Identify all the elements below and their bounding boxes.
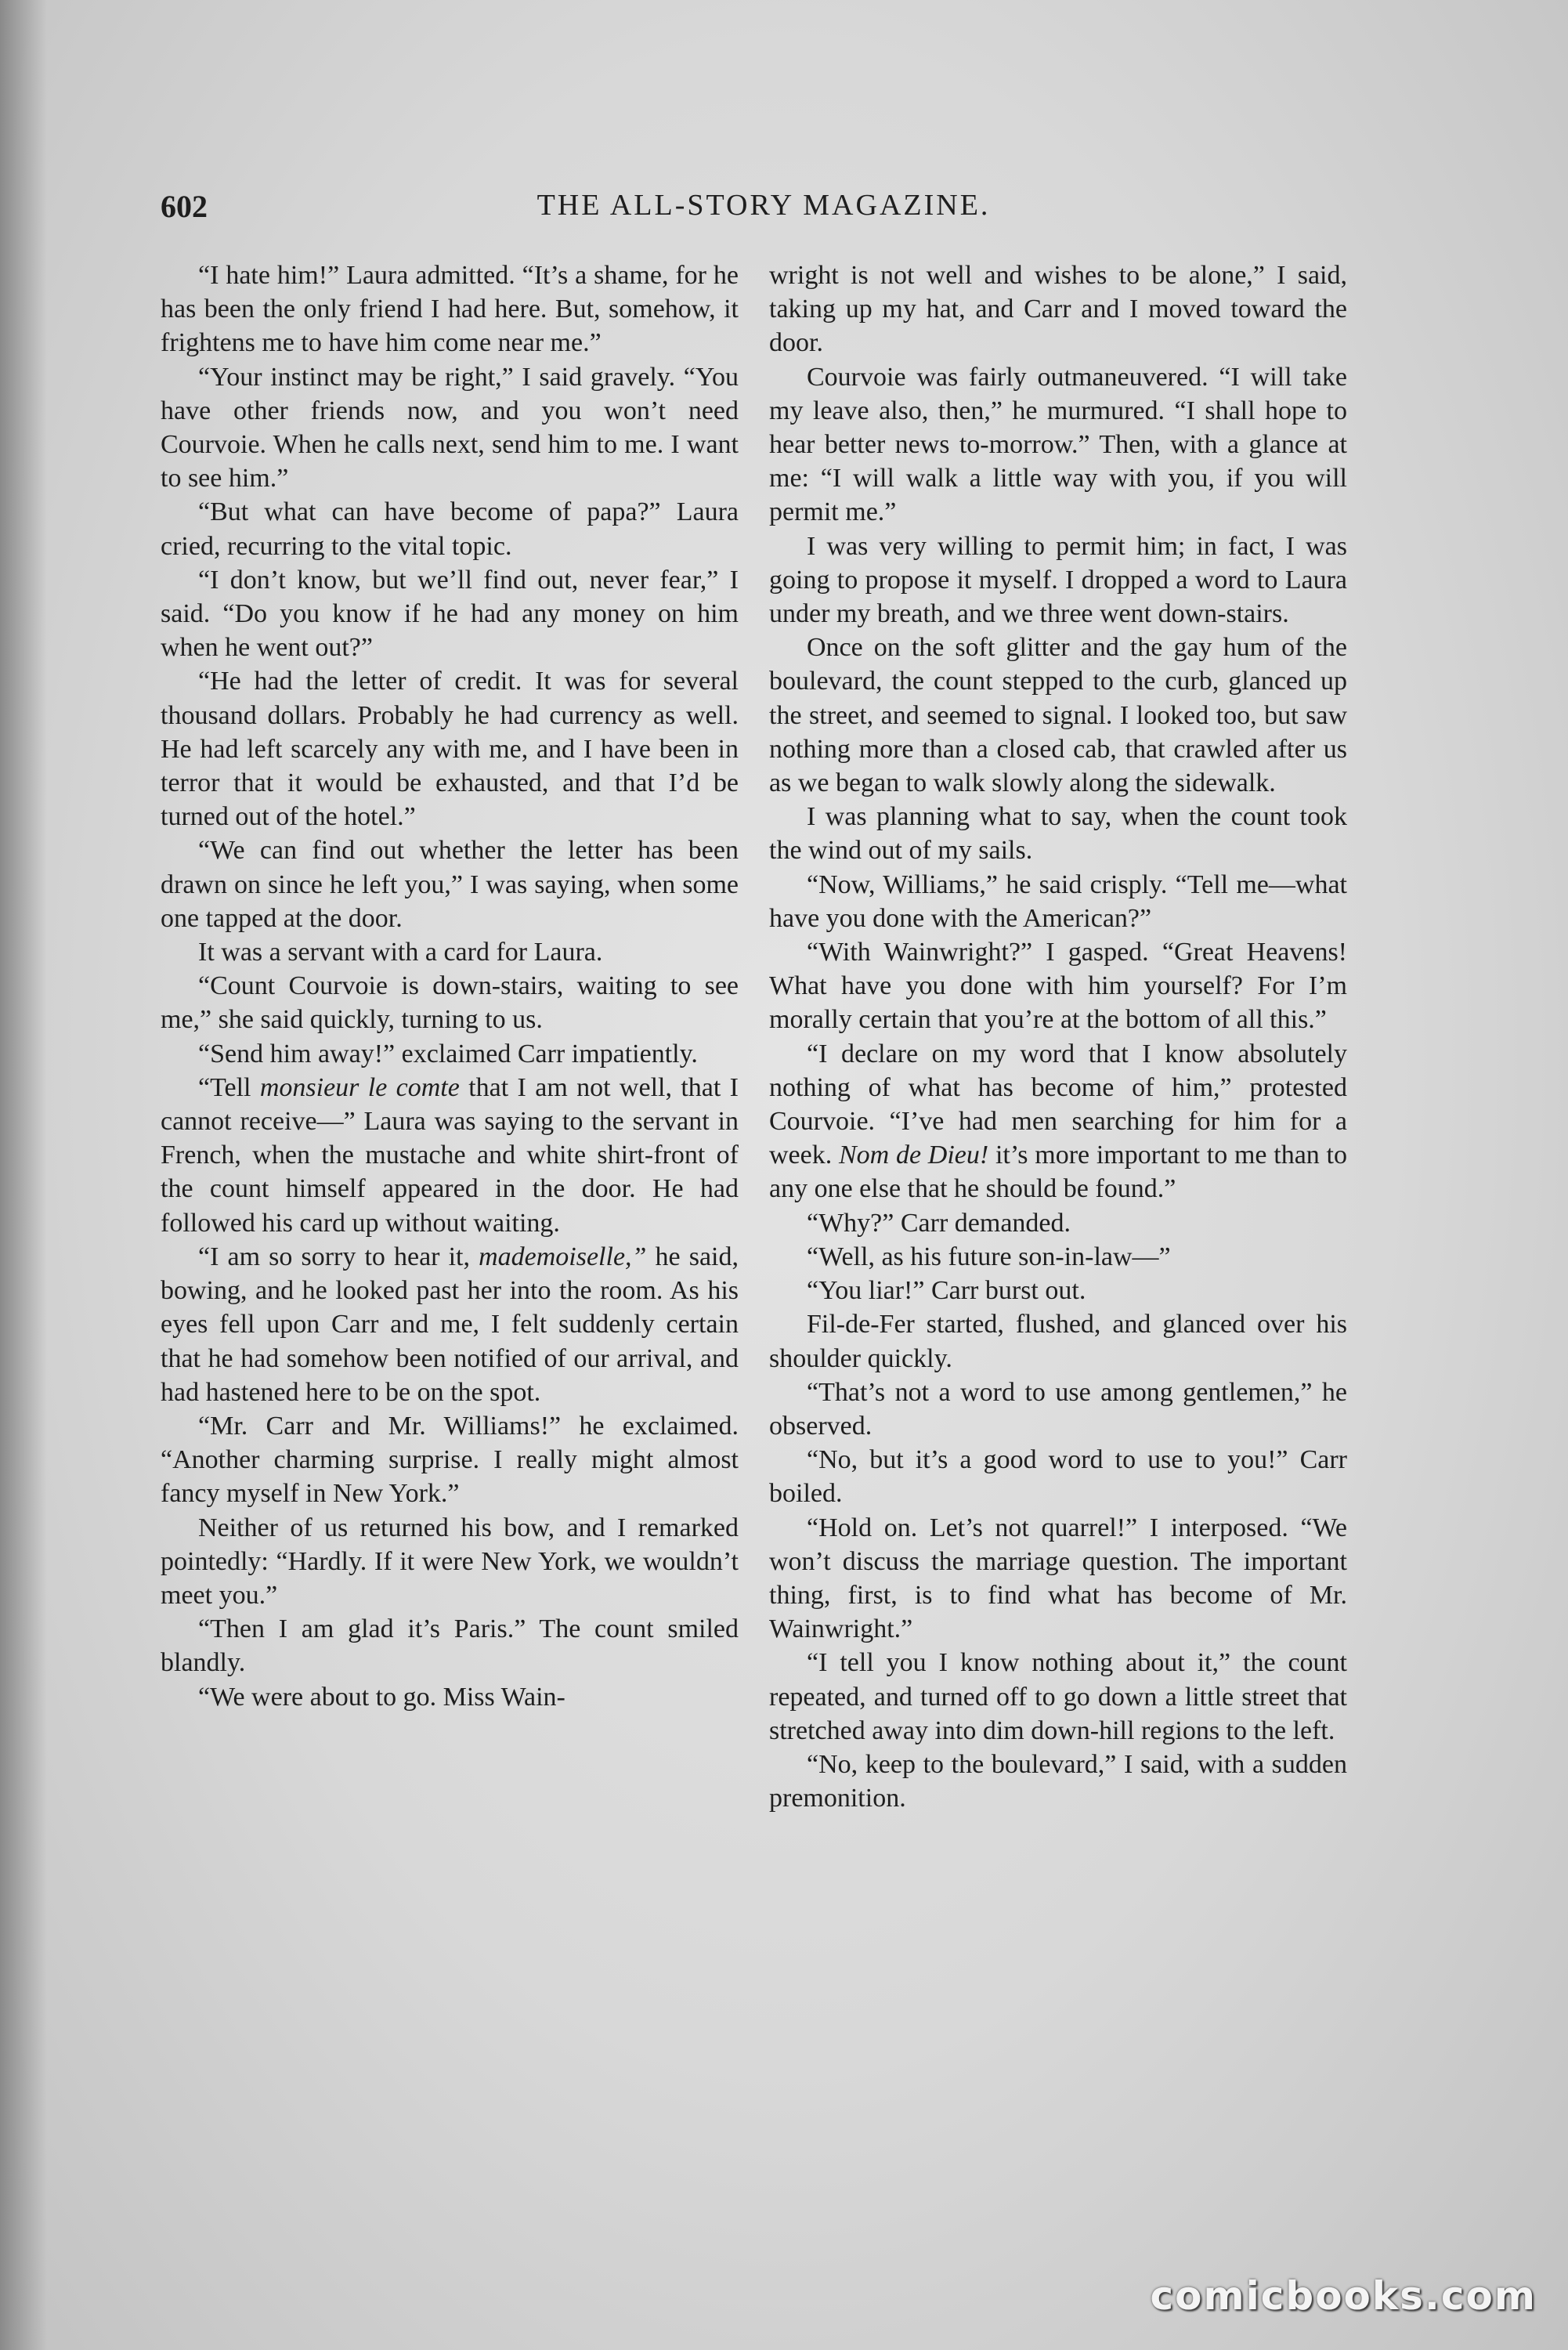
- paragraph: “No, but it’s a good word to use to you!” Carr boiled.: [769, 1445, 1347, 1509]
- paragraph: [161, 1071, 739, 1240]
- paragraph: “Why?” Carr demanded.: [807, 1208, 1071, 1238]
- paragraph: I was planning what to say, when the count took the wind out of my sails.: [769, 802, 1347, 866]
- right-column: [769, 258, 1347, 1815]
- paragraph: “I tell you I know nothing about it,” the count repeated, and turned off to go down a little street that stretched away into dim down-hill regions to the left.: [769, 1648, 1347, 1745]
- paragraph: [769, 1037, 1347, 1206]
- watermark-logo: comicbooks.com: [1150, 2273, 1537, 2319]
- paragraph: “Send him away!” exclaimed Carr impatiently.: [198, 1039, 698, 1068]
- paragraph: It was a servant with a card for Laura.: [198, 938, 603, 967]
- paragraph: Fil-de-Fer started, flushed, and glanced over his shoulder quickly.: [769, 1310, 1347, 1373]
- paragraph: wright is not well and wishes to be alone,” I said, taking up my hat, and Carr and I moved toward the door.: [769, 261, 1347, 358]
- paragraph: “Your instinct may be right,” I said gravely. “You have other friends now, and you won’t need Courvoie. When he calls next, send him to me. I want to see him.”: [161, 362, 739, 494]
- paragraph: “No, keep to the boulevard,” I said, with a sudden premonition.: [769, 1749, 1347, 1813]
- paragraph: “I don’t know, but we’ll find out, never fear,” I said. “Do you know if he had any money on him when he went out?”: [161, 565, 739, 663]
- paragraph: “Then I am glad it’s Paris.” The count smiled blandly.: [161, 1614, 739, 1678]
- italic-phrase: Nom de Dieu!: [838, 1141, 989, 1170]
- paragraph: “Mr. Carr and Mr. Williams!” he exclaimed. “Another charming surprise. I really might almost fancy myself in New York.”: [161, 1411, 739, 1509]
- paragraph-text: it’s more important to me than to any one else that he should be found.”: [769, 1141, 1347, 1204]
- paragraph-text: “I am so sorry to hear it,: [198, 1242, 479, 1271]
- paragraph: [161, 1240, 739, 1409]
- paragraph-text: “Tell: [198, 1072, 260, 1102]
- paragraph: “With Wainwright?” I gasped. “Great Heavens! What have you done with him yourself? For I’m morally certain that you’re at the bottom of all this.”: [769, 938, 1347, 1035]
- running-title: THE ALL-STORY MAGAZINE.: [537, 189, 991, 222]
- paragraph: “Now, Williams,” he said crisply. “Tell me—what have you done with the American?”: [769, 870, 1347, 933]
- paragraph: “We were about to go. Miss Wain-: [198, 1682, 565, 1712]
- paragraph: “Count Courvoie is down-stairs, waiting to see me,” she said quickly, turning to us.: [161, 971, 739, 1035]
- paragraph: “Well, as his future son-in-law—”: [807, 1242, 1171, 1271]
- paragraph: “Hold on. Let’s not quarrel!” I interposed. “We won’t discuss the marriage question. The important thing, first, is to find what has become of Mr. Wainwright.”: [769, 1513, 1347, 1644]
- italic-phrase: monsieur le comte: [259, 1072, 460, 1102]
- paragraph: Neither of us returned his bow, and I remarked pointedly: “Hardly. If it were New York, we wouldn’t meet you.”: [161, 1513, 739, 1610]
- paragraph: “I hate him!” Laura admitted. “It’s a shame, for he has been the only friend I had here. But, somehow, it frightens me to have him come near me.”: [161, 261, 739, 358]
- paragraph: “But what can have become of papa?” Laura cried, recurring to the vital topic.: [161, 497, 739, 561]
- paragraph-text: “I declare on my word that I know absolutely nothing of what has become of him,” protested Courvoie. “I’ve had men searching for him for a week.: [769, 1039, 1347, 1170]
- paragraph: I was very willing to permit him; in fact, I was going to propose it myself. I dropped a word to Laura under my breath, and we three went down-stairs.: [769, 531, 1347, 629]
- scan-shadow-edge: [0, 0, 47, 2350]
- paragraph: “You liar!” Carr burst out.: [807, 1276, 1086, 1306]
- italic-phrase: mademoiselle,”: [479, 1242, 647, 1271]
- paragraph: “We can find out whether the letter has been drawn on since he left you,” I was saying, when some one tapped at the door.: [161, 836, 739, 933]
- page-header: [161, 188, 1367, 235]
- paragraph: Courvoie was fairly outmaneuvered. “I will take my leave also, then,” he murmured. “I shall hope to hear better news to-morrow.” Then, with a glance at me: “I will walk a little way with you, if you will permit me.”: [769, 362, 1347, 527]
- paragraph: “He had the letter of credit. It was for several thousand dollars. Probably he had currency as well. He had left scarcely any with me, and I have been in terror that it would be exhausted, and that I’d be turned out of the hotel.”: [161, 667, 739, 832]
- paragraph-text: he said, bowing, and he looked past her into the room. As his eyes fell upon Carr and me, I felt suddenly certain that he had somehow been notified of our arrival, and had hastened here to be on the spot.: [161, 1242, 739, 1407]
- paragraph-text: that I am not well, that I cannot receive—” Laura was saying to the servant in French, when the mustache and white shirt-front of the count himself appeared in the door. He had followed his card up without waiting.: [161, 1072, 739, 1238]
- left-column: [161, 258, 739, 1714]
- page-number: 602: [161, 189, 208, 224]
- paragraph: Once on the soft glitter and the gay hum of the boulevard, the count stepped to the curb, glanced up the street, and seemed to signal. I looked too, but saw nothing more than a closed cab, that crawled after us as we began to walk slowly along the sidewalk.: [769, 633, 1347, 798]
- paragraph: “That’s not a word to use among gentlemen,” he observed.: [769, 1377, 1347, 1441]
